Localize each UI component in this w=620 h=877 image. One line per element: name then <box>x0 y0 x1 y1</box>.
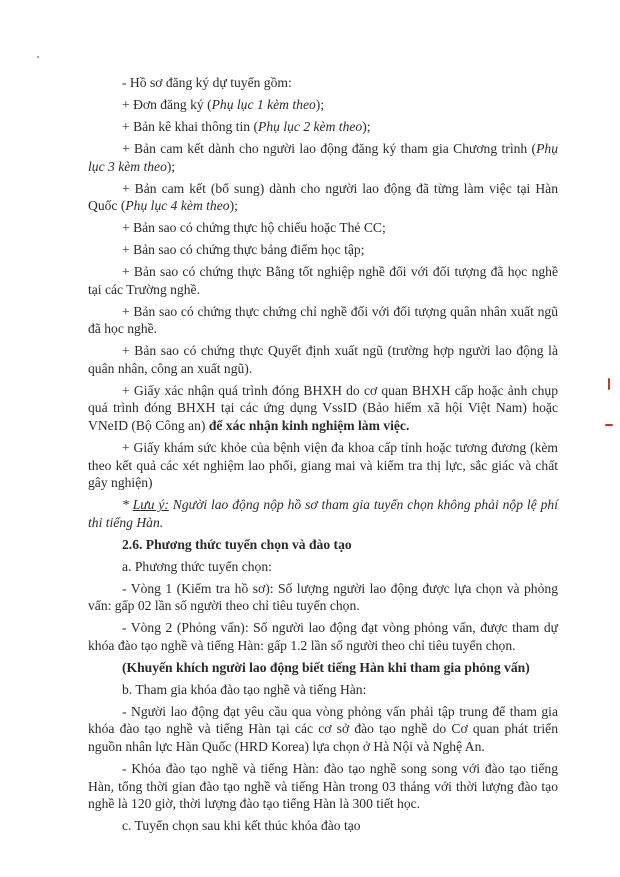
line-discharge-decision: + Bản sao có chứng thực Quyết định xuất ngũ (trường hợp người lao động là quân nhân, công an xuất ngũ). <box>88 343 558 376</box>
training-paragraph-2: - Khóa đào tạo nghề và tiếng Hàn: đào tạo nghề song song với đào tạo tiếng Hàn, tổng thời gian đào tạo nghề và tiếng Hàn trong 03 tháng với thời lượng đào tạo nghề là 120 giờ, thời lượng đào tạo tiếng Hàn là 300 tiết học. <box>88 761 558 812</box>
subsection-a: a. Phương thức tuyển chọn: <box>122 558 272 574</box>
line-vocational-certificate: + Bản sao có chứng thực chứng chỉ nghề đối với đối tượng quân nhân xuất ngũ đã học nghề. <box>88 303 558 337</box>
line-application-form: + Đơn đăng ký (Phụ lục 1 kèm theo); <box>122 96 325 112</box>
margin-pen-mark <box>608 378 610 390</box>
margin-pen-mark <box>605 424 613 426</box>
line-transcript-copy: + Bản sao có chứng thực bảng điểm học tập; <box>122 242 365 258</box>
round-1: - Vòng 1 (Kiểm tra hồ sơ): Số lượng người lao động được lựa chọn và phỏng vấn: gấp 02 lần số người theo chỉ tiêu tuyển chọn. <box>88 580 558 614</box>
subsection-b: b. Tham gia khóa đào tạo nghề và tiếng Hàn: <box>122 681 367 697</box>
line-dossier-heading: - Hồ sơ đăng ký dự tuyển gồm: <box>122 75 292 90</box>
line-passport-copy: + Bản sao có chứng thực hộ chiếu hoặc Thẻ CC; <box>122 220 386 236</box>
note-paragraph: * Lưu ý: Người lao động nộp hồ sơ tham gia tuyển chọn không phải nộp lệ phí thi tiếng Hàn. <box>88 497 558 530</box>
document-body <box>88 74 558 839</box>
line-social-insurance: + Giấy xác nhận quá trình đóng BHXH do cơ quan BHXH cấp hoặc ảnh chụp quá trình đóng BHXH tại các ứng dụng VssID (Bảo hiểm xã hội Việt Nam) hoặc VNeID (Bộ Công an) để xác nhận kinh nghiệm làm việc. <box>88 382 558 433</box>
subsection-c: c. Tuyển chọn sau khi kết thúc khóa đào tạo <box>122 818 361 834</box>
scan-speck <box>37 56 39 58</box>
section-heading-2-6: 2.6. Phương thức tuyển chọn và đào tạo <box>122 536 352 552</box>
training-paragraph-1: - Người lao động đạt yêu cầu qua vòng phỏng vấn phải tập trung để tham gia khóa đào tạo nghề và tiếng Hàn tại các cơ sở đào tạo nghề do Cơ quan phát triển nguồn nhân lực Hàn Quốc (HRD Korea) lựa chọn ở Hà Nội và Nghệ An. <box>88 703 558 755</box>
line-health-certificate: + Giấy khám sức khỏe của bệnh viện đa khoa cấp tỉnh hoặc tương đương (kèm theo kết quả các xét nghiệm lao phổi, giang mai và kiểm tra thị lực, sắc giác và chất gây nghiện) <box>88 439 558 491</box>
line-vocational-diploma: + Bản sao có chứng thực Bằng tốt nghiệp nghề đối với đối tượng đã học nghề tại các Trường nghề. <box>88 264 558 297</box>
line-info-declaration: + Bản kê khai thông tin (Phụ lục 2 kèm theo); <box>122 118 371 134</box>
encouragement-note: (Khuyến khích người lao động biết tiếng Hàn khi tham gia phỏng vấn) <box>122 659 530 675</box>
line-commitment: + Bản cam kết dành cho người lao động đăng ký tham gia Chương trình (Phụ lục 3 kèm theo); <box>88 140 558 174</box>
line-commitment-supplement: + Bản cam kết (bổ sung) dành cho người lao động đã từng làm việc tại Hàn Quốc (Phụ lục 4 kèm theo); <box>88 180 558 214</box>
round-2: - Vòng 2 (Phỏng vấn): Số người lao động đạt vòng phỏng vấn, được tham dự khóa đào tạo nghề và tiếng Hàn: gấp 1.2 lần số người theo chỉ tiêu tuyển chọn. <box>88 620 558 653</box>
